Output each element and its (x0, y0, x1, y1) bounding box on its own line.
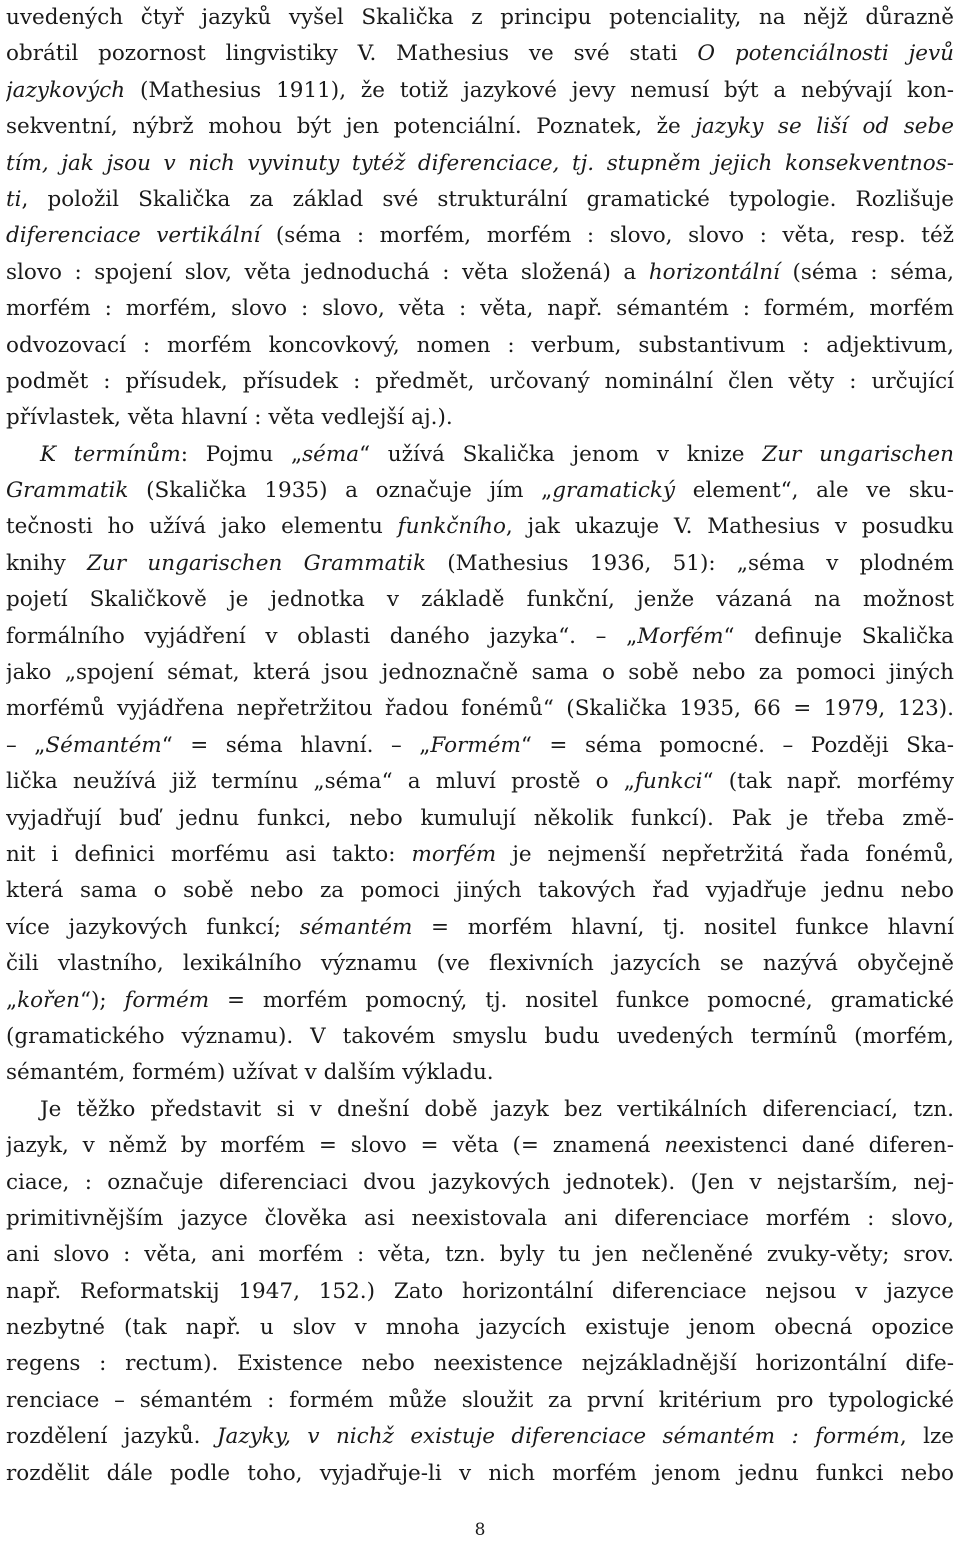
text-segment: (gramatického významu). V takovém smyslu budu uvedených termínů (morfém, (6, 1023, 954, 1049)
text-segment: = morfém pomocný, tj. nositel funkce pomocné, gramatické (209, 987, 954, 1013)
text-segment: rozdělení jazyků. (6, 1424, 217, 1450)
text-segment: podmět : přísudek, přísudek : předmět, určovaný nominální člen věty : určující (6, 368, 954, 394)
text-line (6, 1128, 954, 1164)
text-line (6, 146, 954, 182)
text-segment: “); (79, 987, 125, 1013)
text-line (6, 218, 954, 254)
text-line (6, 946, 954, 982)
italic-text: O potenciálnosti jevů (697, 41, 954, 67)
italic-text: diferenciace vertikální (6, 223, 261, 249)
text-line (6, 1419, 954, 1455)
italic-text: K termínům (40, 441, 181, 467)
text-segment: formálního vyjádření v oblasti daného jazyka“. – „ (6, 623, 638, 649)
text-segment: (séma : séma, (779, 259, 954, 285)
text-segment: lička neužívá již termínu „séma“ a mluví prostě o „ (6, 769, 635, 795)
text-line (6, 619, 954, 655)
text-segment: – „ (6, 732, 46, 758)
italic-text: Zur ungarischen (762, 441, 954, 467)
text-segment: jazyk, v němž by morfém = slovo = věta (= znamená (6, 1133, 665, 1159)
text-segment: primitivnějším jazyce člověka asi neexistovala ani diferenciace morfém : slovo, (6, 1205, 954, 1231)
text-segment: existenci dané diferen- (690, 1133, 954, 1159)
italic-text: funkci (634, 769, 703, 795)
italic-text: gramatický (552, 478, 676, 504)
text-segment: (Mathesius 1936, 51): „séma v plodném (425, 550, 954, 576)
text-line (6, 36, 954, 72)
text-segment: “ definuje Skalička (723, 623, 954, 649)
text-segment: slovo : spojení slov, věta jednoduchá : věta složená) a (6, 259, 649, 285)
italic-text: formém (124, 987, 210, 1013)
text-line (6, 0, 954, 36)
text-segment: nezbytné (tak např. u slov v mnoha jazycích existuje jenom obecná opozice (6, 1315, 954, 1341)
text-segment: jako „spojení sémat, která jsou jednoznačně sama o sobě nebo za pomoci jiných (6, 660, 954, 686)
body-text (6, 0, 954, 1492)
text-line (6, 509, 954, 545)
text-line (6, 1310, 954, 1346)
text-line (6, 801, 954, 837)
italic-text: jazyky se liší od sebe (695, 114, 954, 140)
text-segment: sémantém, formém) užívat v dalším výkladu. (6, 1060, 494, 1086)
text-segment: odvozovací : morfém koncovkový, nomen : verbum, substantivum : adjektivum, (6, 332, 954, 358)
text-segment: , lze (899, 1424, 954, 1450)
text-segment: tečnosti ho užívá jako elementu (6, 514, 398, 540)
text-line (6, 255, 954, 291)
italic-text: jazykových (6, 77, 126, 103)
text-segment: (Skalička 1935) a označuje jím „ (128, 478, 553, 504)
text-segment: , jak ukazuje V. Mathesius v posudku (505, 514, 954, 540)
text-line (6, 910, 954, 946)
text-line (6, 1019, 954, 1055)
text-segment: element“, ale ve sku- (675, 478, 954, 504)
text-segment: ciace, : označuje diferenciaci dvou jazykových jednotek). (Jen v nejstarším, nej- (6, 1169, 954, 1195)
text-line (6, 1237, 954, 1273)
italic-text: sémantém (299, 914, 413, 940)
text-segment: ani slovo : věta, ani morfém : věta, tzn. byly tu jen nečleněné zvuky-věty; srov. (6, 1242, 954, 1268)
italic-text: Sémantém (45, 732, 162, 758)
text-segment: která sama o sobě nebo za pomoci jiných takových řad vyjadřuje jednu nebo (6, 878, 954, 904)
text-line (6, 655, 954, 691)
text-segment: “ (tak např. morfémy (702, 769, 954, 795)
text-segment: : Pojmu „ (180, 441, 303, 467)
text-line (6, 437, 954, 473)
text-line (6, 291, 954, 327)
text-line (6, 582, 954, 618)
text-segment: pojetí Skaličkově je jednotka v základě funkční, jenže vázaná na možnost (6, 587, 954, 613)
text-segment: morfémů vyjádřena nepřetržitou řadou fonémů“ (Skalička 1935, 66 = 1979, 123). (6, 696, 954, 722)
text-line (6, 473, 954, 509)
text-line (6, 764, 954, 800)
text-line (6, 1346, 954, 1382)
text-segment: “ = séma hlavní. – „ (161, 732, 431, 758)
text-line (6, 400, 954, 436)
text-segment: (Mathesius 1911), že totiž jazykové jevy nemusí být a nebývají kon- (125, 77, 954, 103)
text-line (6, 1165, 954, 1201)
text-segment: je nejmenší nepřetržitá řada fonémů, (496, 841, 954, 867)
text-segment: rozdělit dále podle toho, vyjadřuje-li v nich morfém jenom jednu funkci nebo (6, 1460, 954, 1486)
text-segment: obrátil pozornost lingvistiky V. Mathesius ve své stati (6, 41, 698, 67)
text-segment: Je těžko představit si v dnešní době jazyk bez vertikálních diferenciací, tzn. (40, 1096, 954, 1122)
italic-text: horizontální (648, 259, 780, 285)
italic-text: Morfém (637, 623, 724, 649)
italic-text: Zur ungarischen Grammatik (87, 550, 426, 576)
italic-text: ne (664, 1133, 691, 1159)
text-line (6, 728, 954, 764)
text-segment: knihy (6, 550, 88, 576)
text-line (6, 546, 954, 582)
text-line (6, 364, 954, 400)
italic-text: funkčního (397, 514, 506, 540)
italic-text: kořen (17, 987, 80, 1013)
text-segment: , položil Skalička za základ své strukturální gramatické typologie. Rozlišuje (21, 186, 954, 212)
text-segment: (séma : morfém, morfém : slovo, slovo : věta, resp. též (260, 223, 954, 249)
text-line (6, 1201, 954, 1237)
text-segment: „ (6, 987, 18, 1013)
text-segment: např. Reformatskij 1947, 152.) Zato horizontální diferenciace nejsou v jazyce (6, 1278, 954, 1304)
text-line (6, 328, 954, 364)
text-segment: více jazykových funkcí; (6, 914, 300, 940)
text-segment: přívlastek, věta hlavní : věta vedlejší aj.). (6, 405, 453, 431)
italic-text: séma (302, 441, 360, 467)
italic-text: ti (6, 186, 22, 212)
text-segment: regens : rectum). Existence nebo neexistence nejzákladnější horizontální dife- (6, 1351, 954, 1377)
text-segment: nit i definici morfému asi takto: (6, 841, 412, 867)
text-line (6, 1055, 954, 1091)
text-line (6, 109, 954, 145)
text-segment: uvedených čtyř jazyků vyšel Skalička z principu potenciality, na nějž důrazně (6, 5, 954, 30)
italic-text: tím, jak jsou v nich vyvinuty tytéž diferenciace, tj. stupněm jejich konsekventnos- (6, 150, 954, 176)
text-segment: = morfém hlavní, tj. nositel funkce hlavní (412, 914, 954, 940)
text-line (6, 182, 954, 218)
text-segment: čili vlastního, lexikálního významu (ve flexivních jazycích se nazývá obyčejně (6, 951, 954, 977)
text-line (6, 1274, 954, 1310)
text-line (6, 1456, 954, 1492)
italic-text: Jazyky, v nichž existuje diferenciace sémantém : formém (216, 1424, 900, 1450)
text-segment: “ = séma pomocné. – Později Ska- (520, 732, 954, 758)
italic-text: Formém (430, 732, 521, 758)
page-number: 8 (474, 1520, 486, 1540)
text-line (6, 873, 954, 909)
text-segment: vyjadřují buď jednu funkci, nebo kumulují několik funkcí). Pak je třeba změ- (6, 805, 954, 831)
italic-text: morfém (411, 841, 497, 867)
text-line (6, 983, 954, 1019)
text-line (6, 691, 954, 727)
text-line (6, 1092, 954, 1128)
text-line (6, 73, 954, 109)
text-segment: morfém : morfém, slovo : slovo, věta : věta, např. sémantém : formém, morfém (6, 296, 954, 322)
text-segment: renciace – sémantém : formém může sloužit za první kritérium pro typologické (6, 1387, 954, 1413)
text-segment: “ užívá Skalička jenom v knize (359, 441, 763, 467)
italic-text: Grammatik (6, 478, 129, 504)
text-line (6, 1383, 954, 1419)
text-segment: sekventní, nýbrž mohou být jen potenciální. Poznatek, že (6, 114, 696, 140)
text-line (6, 837, 954, 873)
